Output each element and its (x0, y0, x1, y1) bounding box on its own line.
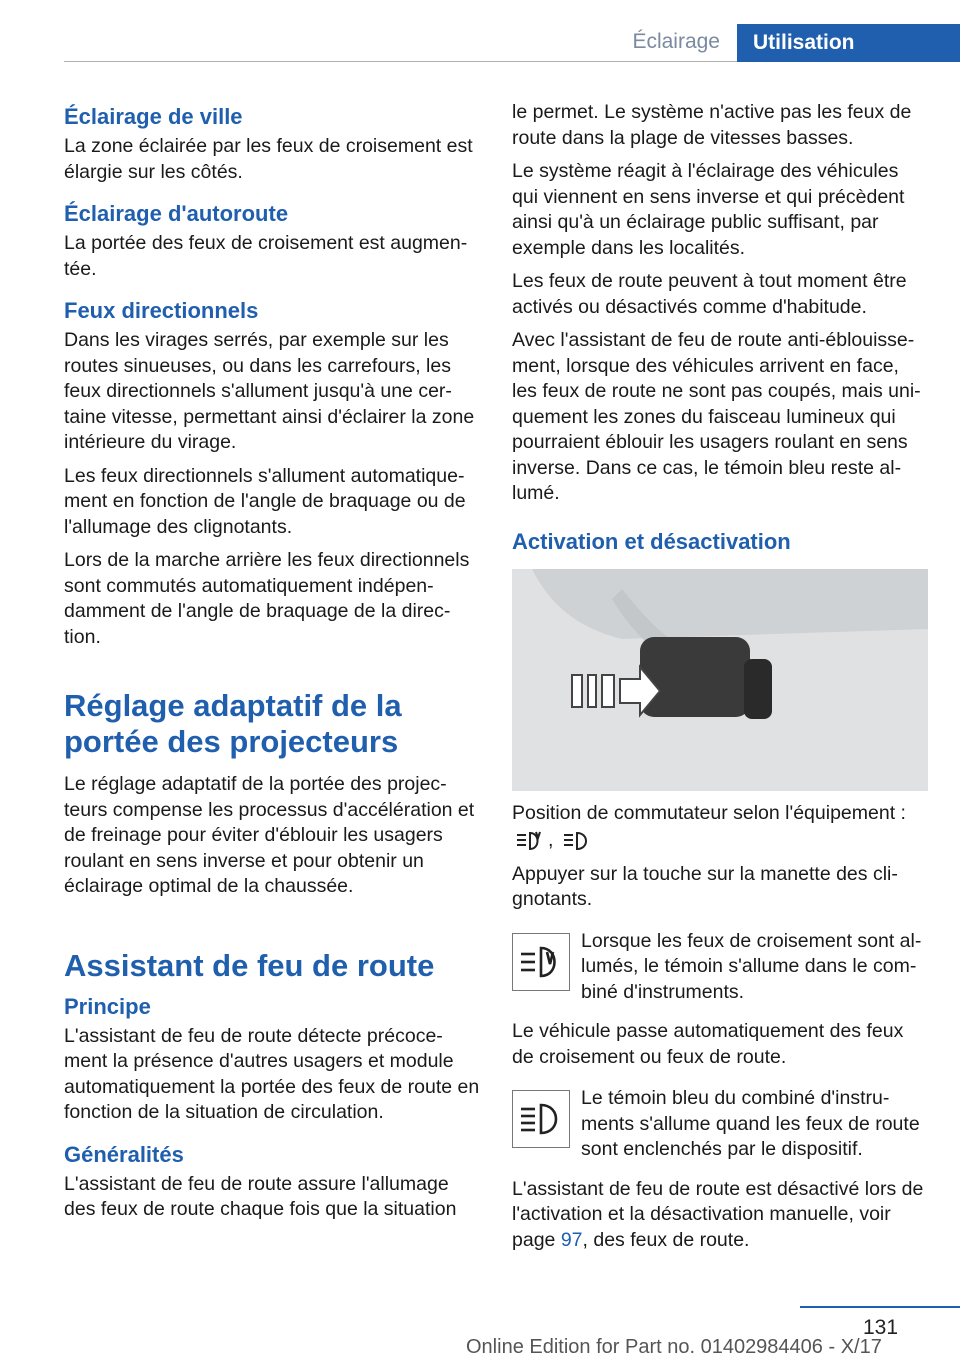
heading-eclairage-autoroute: Éclairage d'autoroute (64, 201, 289, 226)
paragraph: Le véhicule passe automatiquement des feux de croisement ou feux de route. (512, 1020, 904, 1068)
footer-rule (800, 1306, 960, 1308)
indicator-icon-box (512, 1090, 570, 1148)
indicator-icon-box (512, 933, 570, 991)
paragraph: La zone éclairée par les feux de croisement est élargie sur les côtés. (64, 135, 473, 183)
heading-generalites: Généralités (64, 1141, 184, 1167)
high-beam-assistant-icon (516, 830, 544, 852)
paragraph: Les feux directionnels s'allument automatique‐ment en fonction de l'angle de braquage ou de l'allumage des clignotants. (64, 464, 466, 538)
paragraph: La portée des feux de croisement est augmen‐tée. (64, 232, 468, 280)
symbol-separator: , (548, 829, 554, 851)
paragraph: Le réglage adaptatif de la portée des projec‐teurs compense les processus d'accélération et de freinage pour éviter d'éblouir les usagers roulant en sens inverse et pour obtenir un éclairage optimal de la chaussée. (64, 773, 475, 897)
right-column (512, 100, 928, 1261)
paragraph: le permet. Le système n'active pas les feux de route dans la plage de vitesses basses. (512, 101, 912, 149)
high-beam-assistant-indicator-icon (519, 942, 563, 982)
paragraph: Avec l'assistant de feu de route anti-éblouisse‐ment, lorsque des véhicules arrivent en face, les feux de route ne sont pas coupés, mais uni‐quement les zones du faisceau lumineux qui pourraient éblouir les usagers roulant en sens inverse. Dans ce cas, le témoin bleu reste al‐lumé. (512, 329, 921, 504)
paragraph: L'assistant de feu de route détecte précoce‐ment la présence d'autres usagers et module automatiquement la portée des feux de route en fonction de la situation de circulation. (64, 1024, 480, 1123)
paragraph: Le système réagit à l'éclairage des véhicules qui viennent en sens inverse et qui précèdent ainsi qu'à un éclairage public suffisant, par exemple dans les localités. (512, 160, 905, 259)
heading-principe: Principe (64, 993, 151, 1019)
high-beam-indicator-icon (519, 1099, 563, 1139)
switch-position-symbols (512, 828, 928, 854)
header-section-title: Éclairage (632, 30, 720, 53)
notice-text: Le témoin bleu du combiné d'instru‐ments s'allume quand les feux de route sont enclenchés par le dispositif. (581, 1087, 920, 1160)
left-column (64, 100, 480, 1231)
indicator-notice (512, 929, 928, 1006)
heading-reglage-adaptatif: Réglage adaptatif de la portée des projecteurs (64, 688, 402, 759)
heading-feux-directionnels: Feux directionnels (64, 298, 259, 323)
paragraph-text: L'assistant de feu de route est désactivé lors de l'activation et la désactivation manuelle, voir page (512, 1177, 924, 1251)
paragraph: Appuyer sur la touche sur la manette des cli‐gnotants. (512, 862, 898, 910)
heading-activation-desactivation: Activation et désactivation (512, 528, 791, 554)
paragraph-text: , des feux de route. (582, 1228, 750, 1251)
paragraph: Les feux de route peuvent à tout moment être activés ou désactivés comme d'habitude. (512, 270, 907, 318)
paragraph: Dans les virages serrés, par exemple sur les routes sinueuses, ou dans les carrefours, les feux directionnels s'allument jusqu'à une cer‐taine vitesse, permettant ainsi d'éclairer la zone intérieure du virage. (64, 329, 475, 453)
footer-edition-note: Online Edition for Part no. 01402984406 - X/17 (466, 1336, 882, 1358)
high-beam-icon (563, 830, 591, 852)
heading-assistant-feu-route: Assistant de feu de route (64, 947, 435, 983)
paragraph: Lors de la marche arrière les feux directionnels sont commutés automatiquement indépen‐damment de l'angle de braquage de la direc‐tion. (64, 549, 470, 648)
paragraph: L'assistant de feu de route assure l'allumage des feux de route chaque fois que la situation (64, 1172, 457, 1220)
paragraph: Position de commutateur selon l'équipement : (512, 801, 906, 824)
indicator-notice (512, 1086, 928, 1163)
notice-text: Lorsque les feux de croisement sont al‐lumés, le témoin s'allume dans le com‐biné d'instruments. (581, 929, 922, 1003)
header-chapter-tab: Utilisation (737, 24, 960, 62)
heading-eclairage-ville: Éclairage de ville (64, 104, 243, 129)
paragraph (512, 1177, 928, 1254)
page-link[interactable]: 97 (560, 1228, 583, 1251)
page-number: 131 (863, 1316, 899, 1339)
turn-signal-lever-illustration (512, 569, 928, 791)
